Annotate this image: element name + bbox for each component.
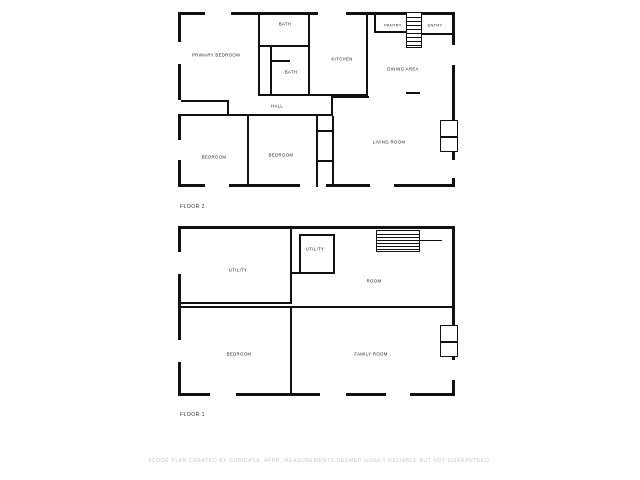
- disclaimer-footer: FLOOR PLAN CREATED BY CUBICASA. APPR. MEASUREMENTS DEEMED HIGHLY RELIABLE BUT NOT GUARANTEED.: [148, 458, 492, 464]
- stair-direction-arrow: [420, 240, 442, 241]
- wall1-utility-right: [290, 226, 292, 304]
- wall1-closet-left: [299, 234, 301, 274]
- wall1-mid-horizontal: [181, 302, 291, 304]
- wall1-closet-bottom: [292, 272, 335, 274]
- room-label-hall: HALL: [270, 103, 284, 109]
- window1-left-lower: [178, 340, 182, 362]
- window1-right-lower: [452, 360, 456, 380]
- window1-left-upper: [178, 252, 182, 274]
- room-label-room: ROOM: [366, 278, 382, 284]
- stair-tread: [377, 237, 419, 238]
- wall1-bedroom-right: [290, 306, 292, 396]
- room-label-entry: ENTRY: [427, 22, 443, 28]
- room-label-living-room: LIVING ROOM: [372, 139, 406, 145]
- room-label-bedroom-floor1: BEDROOM: [226, 351, 252, 357]
- window1-bottom-c: [386, 392, 410, 396]
- wall1-lower-horizontal: [181, 306, 455, 308]
- room-label-utility-small: UTILITY: [305, 246, 325, 252]
- bay-divider-1: [440, 341, 458, 343]
- room-label-utility-large: UTILITY: [228, 267, 248, 273]
- stair-tread: [377, 243, 419, 244]
- stair-floor1: [376, 230, 420, 252]
- room-label-primary-bedroom: PRIMARY BEDROOM: [191, 52, 241, 58]
- wall1-closet-right: [333, 234, 335, 274]
- stair-tread: [377, 240, 419, 241]
- stair-tread: [377, 234, 419, 235]
- room-label-family-room: FAMILY ROOM: [354, 351, 388, 357]
- room-label-kitchen: KITCHEN: [331, 56, 353, 62]
- room-label-dining-area: DINING AREA: [387, 66, 419, 72]
- room-label-pantry: PANTRY: [384, 22, 402, 28]
- window1-bottom-a: [210, 392, 236, 396]
- wall1-exterior-top: [178, 226, 455, 229]
- window1-bottom-b: [320, 392, 346, 396]
- wall1-closet-top: [299, 234, 335, 236]
- room-label-bath-lower: BATH: [284, 69, 298, 75]
- room-label-bedroom-left: BEDROOM: [201, 154, 227, 160]
- floor-2-caption: FLOOR 2: [180, 204, 205, 210]
- room-label-bedroom-mid: BEDROOM: [268, 152, 294, 158]
- room-label-bath-upper: BATH: [278, 21, 292, 27]
- stair-tread: [377, 246, 419, 247]
- floor-1-caption: FLOOR 1: [180, 412, 205, 418]
- stair-tread: [377, 249, 419, 250]
